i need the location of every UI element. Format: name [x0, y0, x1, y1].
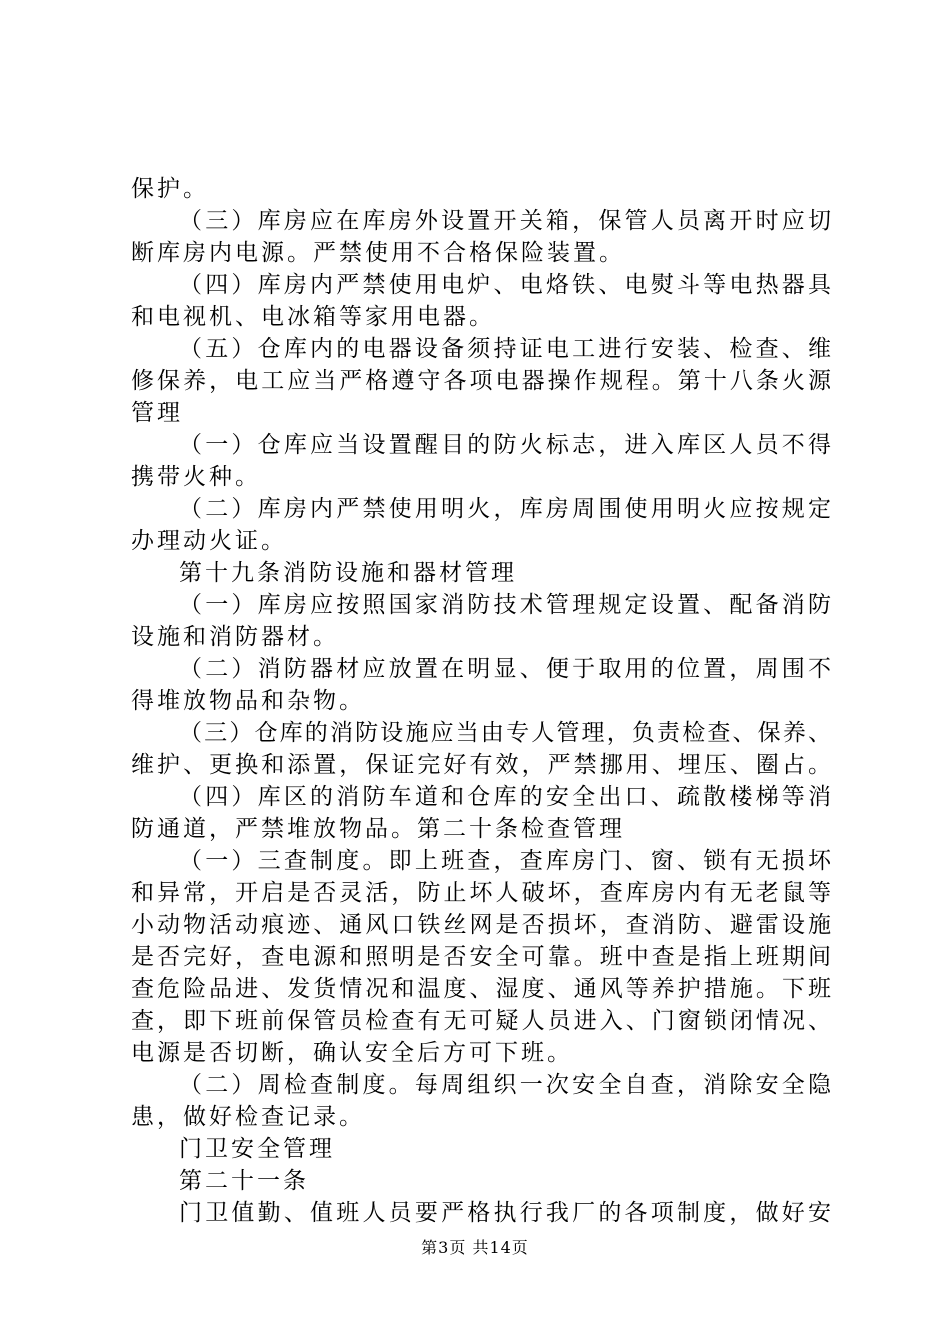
text-line: 查，即下班前保管员检查有无可疑人员进入、门窗锁闭情况、	[131, 1008, 831, 1034]
text-line: （五）仓库内的电器设备须持证电工进行安装、检查、维	[179, 336, 831, 362]
text-line: 保护。	[131, 176, 209, 202]
article-heading: 第二十一条	[179, 1168, 309, 1194]
text-line: （四）库房内严禁使用电炉、电烙铁、电熨斗等电热器具	[179, 272, 831, 298]
section-heading: 门卫安全管理	[179, 1136, 335, 1162]
document-body	[131, 173, 831, 1229]
text-line: 设施和消防器材。	[131, 624, 339, 650]
text-line: （四）库区的消防车道和仓库的安全出口、疏散楼梯等消	[179, 784, 831, 810]
text-line: 携带火种。	[131, 464, 261, 490]
text-line: （二）库房内严禁使用明火，库房周围使用明火应按规定	[179, 496, 831, 522]
page-number-footer: 第3页 共14页	[421, 1238, 529, 1257]
text-line: （二）周检查制度。每周组织一次安全自查，消除安全隐	[179, 1072, 831, 1098]
text-line: 查危险品进、发货情况和温度、湿度、通风等养护措施。下班	[131, 976, 831, 1002]
text-line: （二）消防器材应放置在明显、便于取用的位置，周围不	[179, 656, 831, 682]
text-line: 门卫值勤、值班人员要严格执行我厂的各项制度，做好安	[179, 1200, 831, 1226]
text-line: （一）三查制度。即上班查，查库房门、窗、锁有无损坏	[179, 848, 831, 874]
text-line: 维护、更换和添置，保证完好有效，严禁挪用、埋压、圈占。	[131, 752, 831, 778]
text-line: 和异常，开启是否灵活，防止坏人破坏，查库房内有无老鼠等	[131, 880, 831, 906]
text-line: 和电视机、电冰箱等家用电器。	[131, 304, 495, 330]
text-line: 得堆放物品和杂物。	[131, 688, 365, 714]
text-line: 防通道，严禁堆放物品。第二十条检查管理	[131, 816, 625, 842]
text-line: 电源是否切断，确认安全后方可下班。	[131, 1040, 573, 1066]
text-line: 办理动火证。	[131, 528, 287, 554]
text-line: 患，做好检查记录。	[131, 1104, 365, 1130]
text-line: （一）库房应按照国家消防技术管理规定设置、配备消防	[179, 592, 831, 618]
text-line: 修保养，电工应当严格遵守各项电器操作规程。第十八条火源	[131, 368, 831, 394]
section-heading: 第十九条消防设施和器材管理	[179, 560, 517, 586]
text-line: 小动物活动痕迹、通风口铁丝网是否损坏，查消防、避雷设施	[131, 912, 831, 938]
text-line: （一）仓库应当设置醒目的防火标志，进入库区人员不得	[179, 432, 831, 458]
text-line: （三）仓库的消防设施应当由专人管理，负责检查、保养、	[179, 720, 831, 746]
text-line: 断库房内电源。严禁使用不合格保险装置。	[131, 240, 625, 266]
text-line: （三）库房应在库房外设置开关箱，保管人员离开时应切	[179, 208, 831, 234]
text-line: 是否完好，查电源和照明是否安全可靠。班中查是指上班期间	[131, 944, 831, 970]
text-line: 管理	[131, 400, 183, 426]
